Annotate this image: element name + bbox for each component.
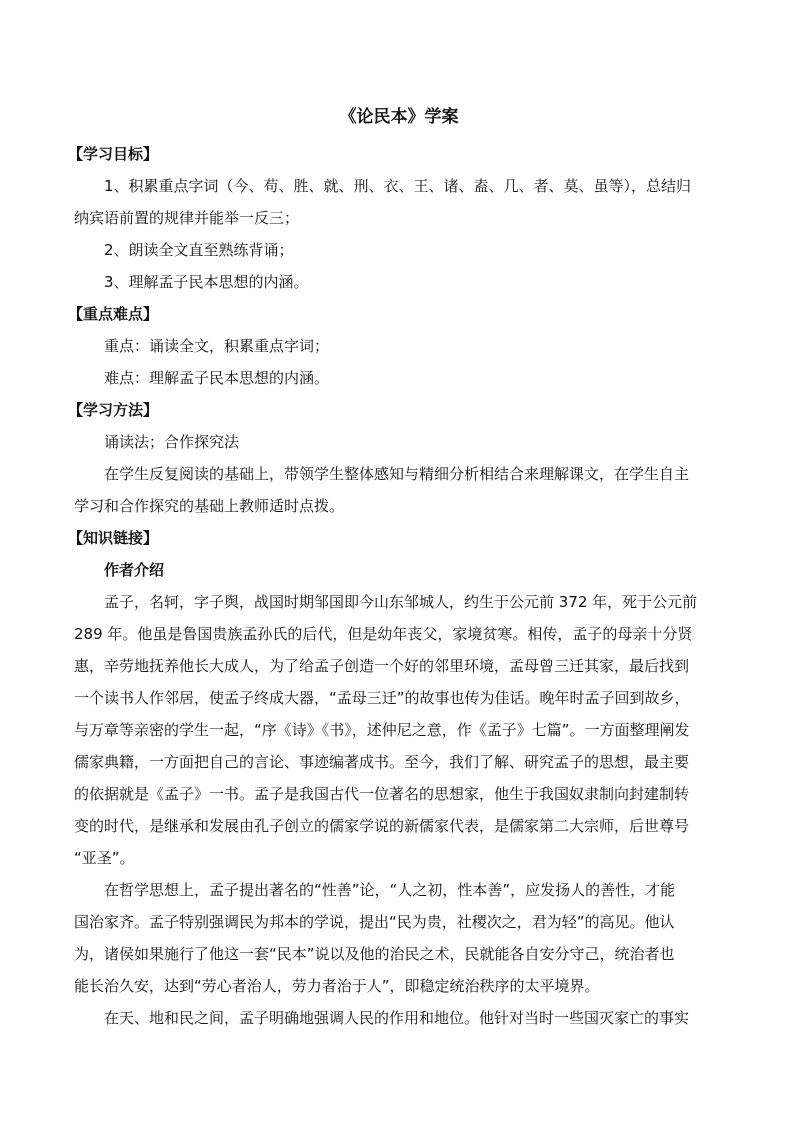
- paragraph-line: 纳宾语前置的规律并能举一反三；: [74, 209, 300, 227]
- paragraph-line: 2、朗读全文直至熟练背诵；: [104, 241, 294, 259]
- document-sections: [68, 138, 724, 1034]
- paragraph-line: 在学生反复阅读的基础上，带领学生整体感知与精细分析相结合来理解课文，在学生自主: [104, 465, 690, 483]
- paragraph-line: 3、理解孟子民本思想的内涵。: [104, 273, 309, 291]
- paragraph-line: 学习和合作探究的基础上教师适时点拨。: [74, 497, 345, 515]
- subsection-heading: 作者介绍: [104, 561, 165, 579]
- paragraph-line: 在天、地和民之间，孟子明确地强调人民的作用和地位。他针对当时一些国灭家亡的事实: [104, 1009, 690, 1027]
- paragraph-line: 与万章等亲密的学生一起，“序《诗》《书》，述仲尼之意，作《孟子》七篇”。一方面整理阐发: [74, 721, 690, 739]
- paragraph-line: 在哲学思想上，孟子提出著名的“性善”论，“人之初，性本善”，应发扬人的善性，才能: [104, 881, 676, 899]
- paragraph-line: 的依据就是《孟子》一书。孟子是我国古代一位著名的思想家，他生于我国奴隶制向封建制转: [74, 785, 690, 803]
- paragraph-line: 一个读书人作邻居，使孟子终成大器，“孟母三迁”的故事也传为佳话。晚年时孟子回到故乡，: [74, 689, 690, 707]
- paragraph-line: 变的时代，是继承和发展由孔子创立的儒家学说的新儒家代表，是儒家第二大宗师，后世尊号: [74, 817, 690, 835]
- paragraph-line: 289 年。他虽是鲁国贵族孟孙氏的后代，但是幼年丧父，家境贫寒。相传，孟子的母亲十分贤: [74, 625, 693, 643]
- paragraph-line: 重点：诵读全文，积累重点字词；: [104, 337, 330, 355]
- section-heading: 【学习方法】: [68, 401, 159, 419]
- paragraph-line: “亚圣”。: [74, 849, 135, 867]
- document-body: [68, 102, 724, 1034]
- paragraph-line: 惠，辛劳地抚养他长大成人，为了给孟子创造一个好的邻里环境，孟母曾三迁其家，最后找到: [74, 657, 690, 675]
- section-heading: 【学习目标】: [68, 145, 159, 163]
- paragraph-line: 国治家齐。孟子特别强调民为邦本的学说，提出“民为贵，社稷次之，君为轻”的高见。他认: [74, 913, 675, 931]
- paragraph-line: 儒家典籍，一方面把自己的言论、事迹编著成书。至今，我们了解、研究孟子的思想，最主要: [74, 753, 690, 771]
- paragraph-line: 难点：理解孟子民本思想的内涵。: [104, 369, 330, 387]
- section-heading: 【重点难点】: [68, 305, 159, 323]
- paragraph-line: 能长治久安，达到“劳心者治人，劳力者治于人”，即稳定统治秩序的太平境界。: [74, 977, 600, 995]
- page-title: 《论民本》学案: [339, 107, 459, 127]
- paragraph-line: 孟子，名轲，字子舆，战国时期邹国即今山东邹城人，约生于公元前 372 年，死于公元前: [104, 593, 698, 611]
- paragraph-line: 为，诸侯如果施行了他这一套“民本”说以及他的治民之术，民就能各自安分守己，统治者也: [74, 945, 675, 963]
- paragraph-line: 1、积累重点字词（今、苟、胜、就、刑、衣、王、诸、盍、几、者、莫、虽等），总结归: [104, 177, 692, 195]
- paragraph-line: 诵读法；合作探究法: [104, 433, 240, 451]
- section-heading: 【知识链接】: [68, 529, 159, 547]
